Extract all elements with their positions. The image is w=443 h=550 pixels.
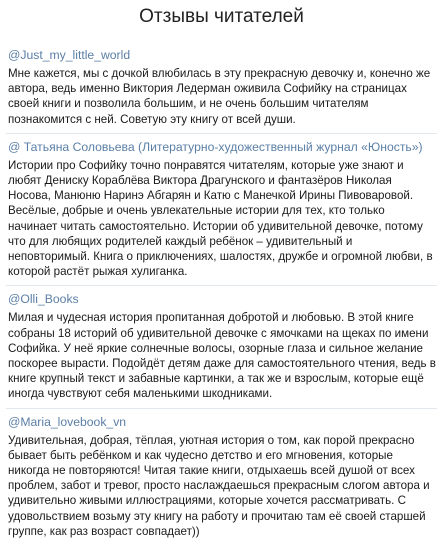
review-text: Мне кажется, мы с дочкой влюбилась в эту прекрасную девочку и, конечно же автора, ведь именно Виктория Ледерман оживила Софийку на страницах своей книги и позволила большим, и не очень большим читателям познакомится с ней. Советую эту книгу от всей души.: [8, 67, 431, 126]
page-title: Отзывы читателей: [139, 6, 304, 27]
review-author[interactable]: @Maria_lovebook_vn: [8, 414, 127, 429]
review-1: [0, 48, 443, 127]
review-4: [0, 415, 443, 539]
divider: [6, 408, 437, 409]
review-author[interactable]: @ Татьяна Соловьева (Литературно-художественный журнал «Юность»): [8, 139, 423, 154]
review-text: Милая и чудесная история пропитанная добротой и любовью. В этой книге собраны 18 историй об удивительной девочке с ямочками на щеках по имени Софийка. У неё яркие солнечные волосы, озорные глаза и сильное желание поскорее вырасти. Подойдёт детям даже для самостоятельного чтения, ведь в книге крупный текст и забавные картинки, а так же и взрослым, которые ещё иногда чувствуют себя маленькими шкодниками.: [8, 311, 436, 401]
review-2: [0, 140, 443, 280]
divider: [6, 133, 437, 134]
review-text: Истории про Софийку точно понравятся читателям, которые уже знают и любят Дениску Кораблёва Виктора Драгунского и фантазёров Николая Носова, Манюню Наринэ Абгарян и Катю с Манечкой Ирины Пивоваровой. Весёлые, добрые и очень увлекательные истории для тех, кто только начинает читать самостоятельно. Истории об удивительной девочке, потому что для любящих родителей каждый ребёнок – удивительный и неповторимый. Книга о приключениях, шалостях, дружбе и огромной любви, в которой растёт рыжая хулиганка.: [8, 158, 433, 279]
review-text: Удивительная, добрая, тёплая, уютная история о том, как порой прекрасно бывает быть ребёнком и как чудесно детство и его мгновения, которые никогда не повторяются! Читая такие книги, отдыхаешь всей душой от всех проблем, забот и тревог, просто наслаждаешься прекрасным слогом автора и удивительно живыми иллюстрациями, которые хочется рассматривать. С удовольствием возьму эту книгу на работу и прочитаю там её своей старшей группе, как раз возраст совпадает)): [8, 433, 430, 538]
review-3: [0, 292, 443, 401]
review-author[interactable]: @Just_my_little_world: [8, 48, 131, 62]
review-author[interactable]: @Olli_Books: [8, 292, 79, 307]
divider: [6, 285, 437, 286]
